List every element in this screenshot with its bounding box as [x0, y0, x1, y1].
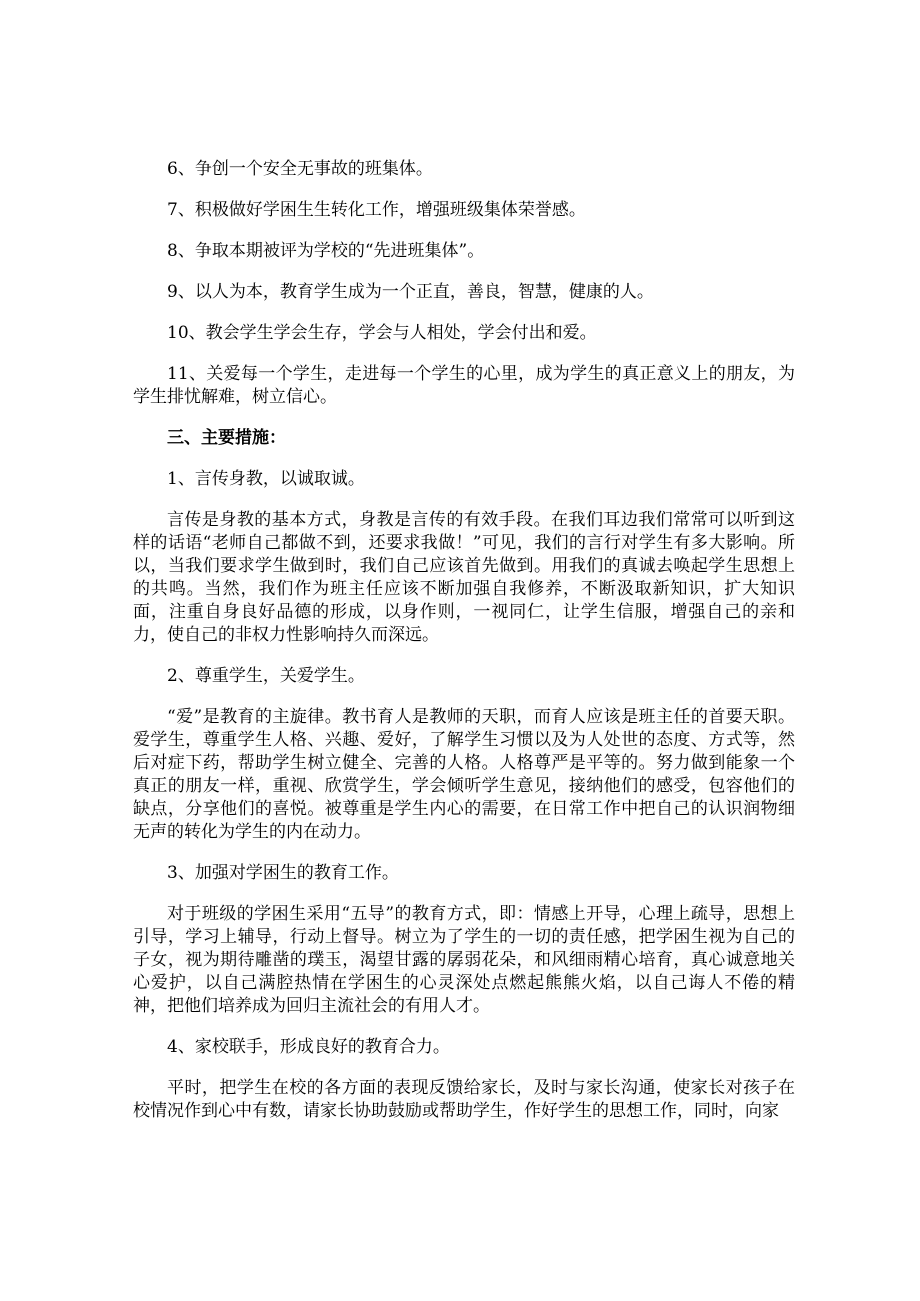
goal-item-10: 10、教会学生学会生存，学会与人相处，学会付出和爱。	[167, 323, 597, 343]
section-heading: 三、主要措施：	[167, 428, 286, 448]
measure-title-1: 1、言传身教，以诚取诚。	[167, 469, 365, 489]
goal-item-11: 11、关爱每一个学生，走进每一个学生的心里，成为学生的真正意义上的朋友，为学生排忧解难，树立信心。	[133, 364, 795, 407]
goal-item-9: 9、以人为本，教育学生成为一个正直，善良，智慧，健康的人。	[167, 282, 654, 302]
measure-body-1: 言传是身教的基本方式，身教是言传的有效手段。在我们耳边我们常常可以听到这样的话语“老师自己都做不到，还要求我做！”可见，我们的言行对学生有多大影响。所以，当我们要求学生做到时，我们自己应该首先做到。用我们的真诚去唤起学生思想上的共鸣。当然，我们作为班主任应该不断加强自我修养，不断汲取新知识，扩大知识面，注重自身良好品德的形成，以身作则，一视同仁，让学生信服，增强自己的亲和力，使自己的非权力性影响持久而深远。	[133, 510, 795, 645]
measure-body-4: 平时，把学生在校的各方面的表现反馈给家长，及时与家长沟通，使家长对孩子在校情况作到心中有数，请家长协助鼓励或帮助学生，作好学生的思想工作，同时，向家	[133, 1078, 795, 1121]
document-body	[133, 158, 795, 1141]
measure-title-2: 2、尊重学生，关爱学生。	[167, 666, 365, 686]
goal-item-6: 6、争创一个安全无事故的班集体。	[167, 159, 433, 179]
goal-item-8: 8、争取本期被评为学校的“先进班集体”。	[167, 241, 485, 261]
measure-body-3: 对于班级的学困生采用“五导”的教育方式，即：情感上开导，心理上疏导，思想上引导，学习上辅导，行动上督导。树立为了学生的一切的责任感，把学困生视为自己的子女，视为期待雕凿的璞玉，渴望甘露的孱弱花朵，和风细雨精心培育，真心诚意地关心爱护，以自己满腔热情在学困生的心灵深处点燃起熊熊火焰，以自己诲人不倦的精神，把他们培养成为回归主流社会的有用人才。	[133, 904, 795, 1016]
measure-title-4: 4、家校联手，形成良好的教育合力。	[167, 1037, 450, 1057]
goal-item-7: 7、积极做好学困生生转化工作，增强班级集体荣誉感。	[167, 200, 586, 220]
measure-body-2: “爱”是教育的主旋律。教书育人是教师的天职，而育人应该是班主任的首要天职。爱学生，尊重学生人格、兴趣、爱好，了解学生习惯以及为人处世的态度、方式等，然后对症下药，帮助学生树立健全、完善的人格。人格尊严是平等的。努力做到能象一个真正的朋友一样，重视、欣赏学生，学会倾听学生意见，接纳他们的感受，包容他们的缺点，分享他们的喜悦。被尊重是学生内心的需要，在日常工作中把自己的认识润物细无声的转化为学生的内在动力。	[133, 707, 795, 842]
measure-title-3: 3、加强对学困生的教育工作。	[167, 863, 399, 883]
